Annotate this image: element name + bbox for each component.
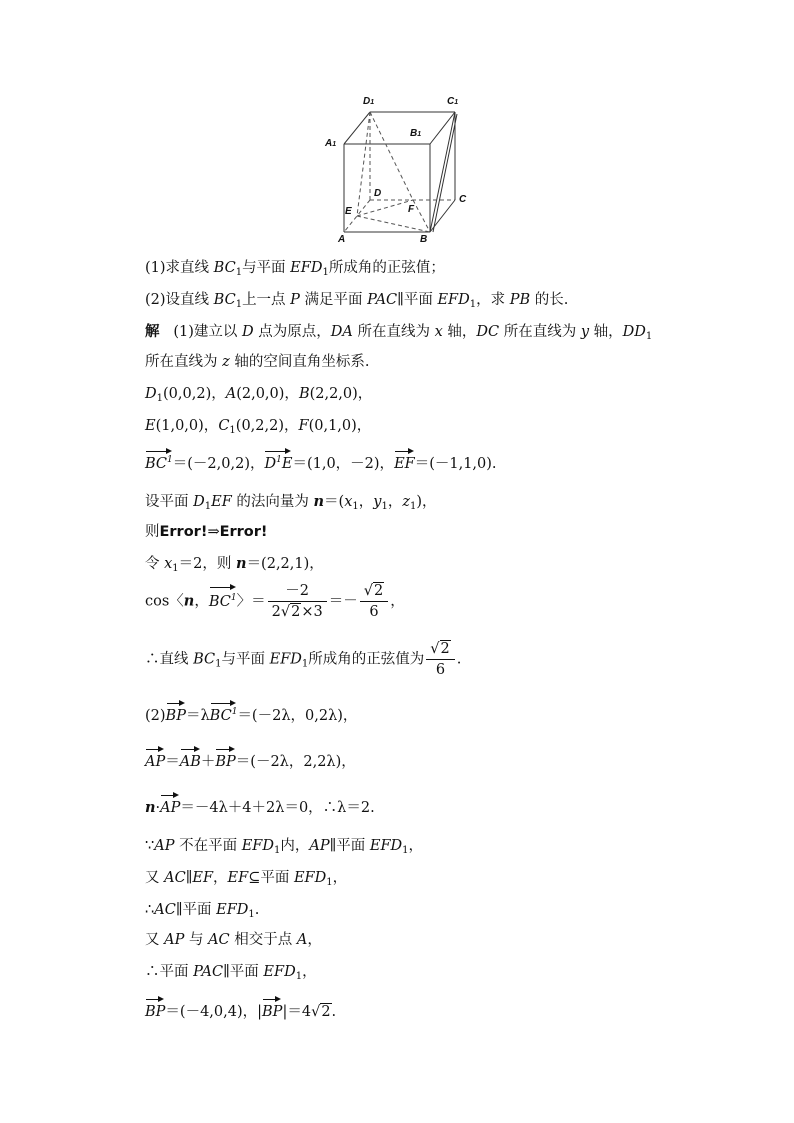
sine-fraction: $\frac{√2}{6}$ xyxy=(426,640,454,679)
label-c1: C1 xyxy=(447,96,459,107)
vector-ap: AP xyxy=(145,748,165,772)
reason-line-4: 又 AP 与 AC 相交于点 A， xyxy=(145,932,322,948)
error-line: 则Error!⇒Error! xyxy=(145,524,268,540)
solution-line-2: 所在直线为 z 轴的空间直角坐标系. xyxy=(145,354,370,370)
segment-d1-e xyxy=(357,112,370,216)
reason-line-2: 又 AC∥EF，EF⊆平面 $EFD_1$， xyxy=(145,870,348,888)
part2-bp-line: (2)BP＝λBC$^1$＝(－2λ，0,2λ)， xyxy=(145,702,357,726)
label-b: B xyxy=(420,234,428,245)
vector-d1e: $D^1E$ xyxy=(264,450,292,474)
vector-bc1: $BC^1$ xyxy=(145,450,173,474)
segment-f-b xyxy=(413,200,430,232)
reason-line-5: ∴平面 PAC∥平面 $EFD_1$， xyxy=(145,964,317,982)
reason-line-1: ∵AP 不在平面 $EFD_1$内，AP∥平面 $EFD_1$， xyxy=(145,838,424,856)
segment-b-c1 xyxy=(430,112,455,232)
solution-line-1: 解 (1)建立以 D 点为原点，DA 所在直线为 x 轴，DC 所在直线为 y 轴，$DD_1$ xyxy=(145,323,653,342)
label-a1: A1 xyxy=(325,138,337,149)
cos-line: cos〈n，$BC^1$〉＝ $\frac{-2}{2√2\times 3}$ ＝－ $\frac{√2}{6}$ ， xyxy=(145,583,405,620)
label-c: C xyxy=(459,194,467,205)
coords-line-2: E(1,0,0)，$C_1(0,2,2)$，F(0,1,0)， xyxy=(145,418,372,436)
cube-figure xyxy=(320,92,480,252)
let-x1-line: 令 $x_1=2$，则 n＝(2,2,1)， xyxy=(145,555,324,574)
label-d: D xyxy=(374,188,382,199)
vector-ef: EF xyxy=(394,450,415,474)
label-b1: B1 xyxy=(410,128,422,139)
label-f: F xyxy=(408,204,415,215)
label-a: A xyxy=(338,234,346,245)
vector-ab: AB xyxy=(180,748,201,772)
edge-a1-d1 xyxy=(344,112,370,144)
label-e: E xyxy=(345,206,352,217)
segment-e-b xyxy=(357,216,430,232)
part2-ap-line: AP＝AB＋BP＝(－2λ，2,2λ)， xyxy=(145,748,356,772)
question-1: (1)求直线 $BC_1$与平面 $EFD_1$所成角的正弦值； xyxy=(145,260,445,278)
conclusion-1: ∴直线 $BC_1$与平面 $EFD_1$所成角的正弦值为 $\frac{√2}{6}$ . xyxy=(145,641,462,678)
vector-bp: BP xyxy=(145,998,165,1022)
vector-bp-magnitude: BP xyxy=(262,998,282,1022)
final-answer-line: BP＝(－4,0,4)，|BP|＝4√2. xyxy=(145,998,336,1022)
vector-bc1: $BC^1$ xyxy=(210,702,238,726)
result-fraction: $\frac{√2}{6}$ xyxy=(360,582,388,621)
vector-ap: AP xyxy=(160,794,180,818)
vectors-line: $BC^1=(-2,0,2)$，$D^1E=(1,0$，－2)，EF＝(－1,1,0). xyxy=(145,450,497,474)
part2-dot-line: n·AP＝－4λ＋4＋2λ＝0，∴λ＝2. xyxy=(145,794,375,818)
sqrt-2: √2 xyxy=(311,1004,331,1020)
question-2: (2)设直线 $BC_1$上一点 P 满足平面 PAC∥平面 $EFD_1$，求 PB 的长. xyxy=(145,292,569,310)
coords-line-1: $D_1(0,0,2)$，A(2,0,0)，B(2,2,0)， xyxy=(145,386,373,404)
cos-fraction: $\frac{-2}{2√2\times 3}$ xyxy=(268,582,327,621)
segment-e-f xyxy=(357,200,413,216)
normal-vector-line: 设平面 $D_1EF$ 的法向量为 $n=(x_1$，$y_1$，$z_1$)， xyxy=(145,493,437,512)
segment-d1-f xyxy=(370,112,413,200)
reason-line-3: ∴AC∥平面 $EFD_1$. xyxy=(145,902,260,920)
label-d1: D1 xyxy=(363,96,375,107)
vector-bp: BP xyxy=(166,702,186,726)
segment-b-c1-2 xyxy=(433,114,457,232)
vector-bp: BP xyxy=(215,748,235,772)
vector-bc1: $BC^1$ xyxy=(209,586,237,614)
